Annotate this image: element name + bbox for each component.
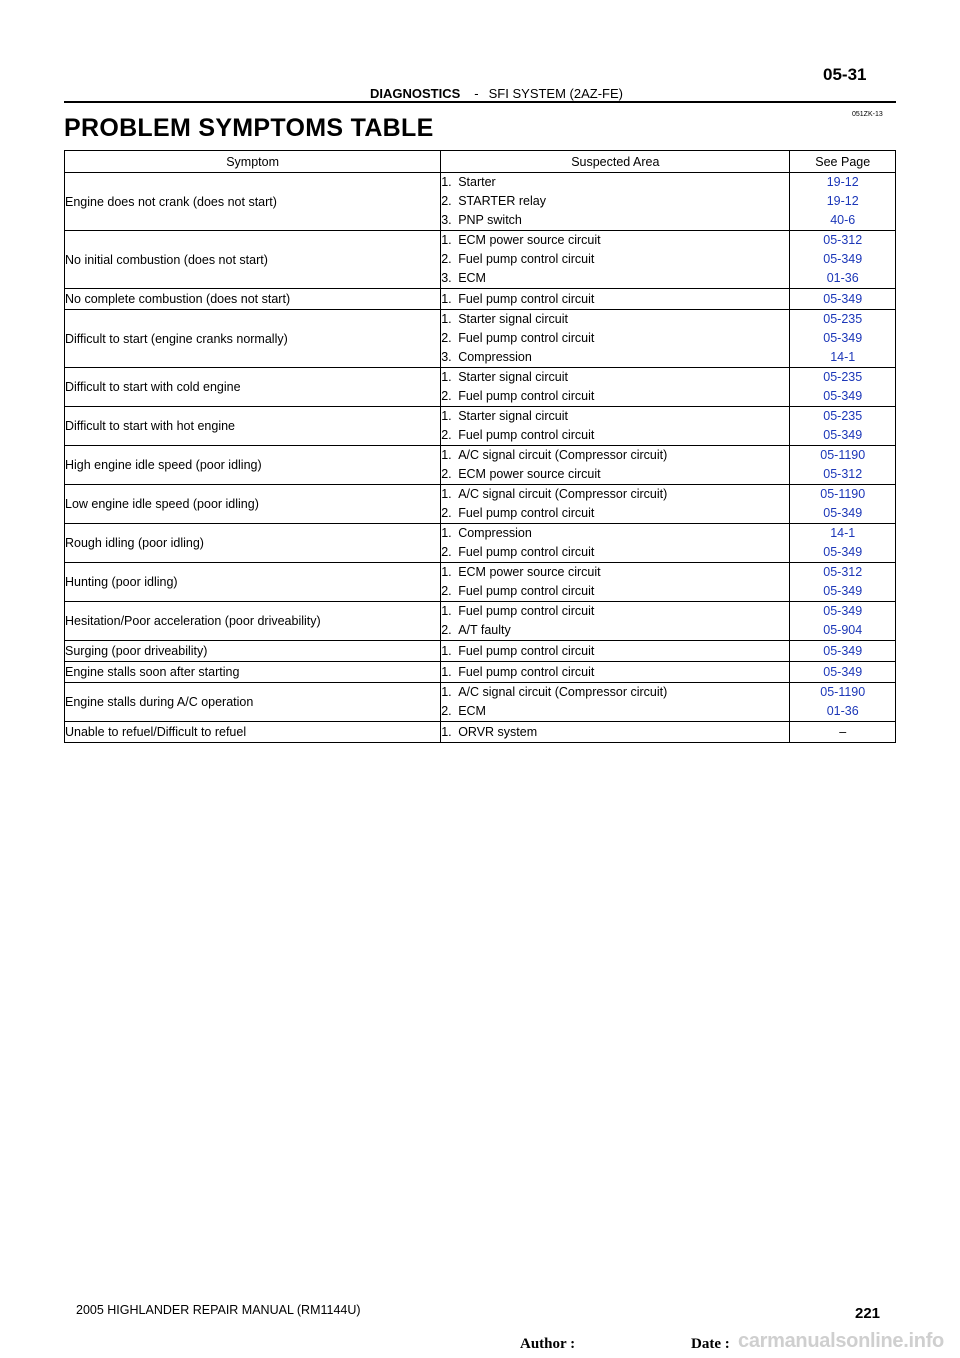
- table-row: [65, 602, 896, 641]
- suspected-area-text: Fuel pump control circuit: [458, 545, 595, 559]
- see-page-link[interactable]: 05-349: [823, 545, 863, 559]
- suspected-area-item: [441, 173, 789, 192]
- symptom-cell: Hunting (poor idling): [65, 563, 441, 602]
- suspected-area-text: Fuel pump control circuit: [458, 584, 595, 598]
- suspected-area-text: A/C signal circuit (Compressor circuit): [458, 685, 668, 699]
- symptom-cell: Difficult to start with cold engine: [65, 368, 441, 407]
- suspected-area-text: ORVR system: [458, 725, 538, 739]
- see-page-none: –: [839, 725, 847, 739]
- footer-date-label: Date :: [691, 1336, 730, 1352]
- table-row: [65, 231, 896, 289]
- suspected-area-text: Fuel pump control circuit: [458, 389, 595, 403]
- see-page-cell: [790, 310, 896, 368]
- see-page-cell: [790, 524, 896, 563]
- suspected-area-cell: [441, 602, 790, 641]
- item-number: 2.: [441, 545, 452, 559]
- suspected-area-item: [441, 621, 789, 640]
- suspected-area-item: [441, 683, 789, 702]
- item-number: 1.: [441, 644, 452, 658]
- see-page-link[interactable]: 01-36: [826, 271, 859, 285]
- header-separator: -: [474, 86, 479, 101]
- suspected-area-text: ECM: [458, 704, 486, 718]
- suspected-area-cell: [441, 662, 790, 683]
- suspected-area-item: [441, 641, 789, 661]
- see-page-link[interactable]: 05-349: [823, 428, 863, 442]
- see-page-link[interactable]: 40-6: [830, 213, 856, 227]
- symptom-cell: Engine stalls soon after starting: [65, 662, 441, 683]
- suspected-area-item: [441, 702, 789, 721]
- item-number: 1.: [441, 526, 452, 540]
- watermark: carmanualsonline.info: [738, 1330, 944, 1352]
- suspected-area-item: [441, 310, 789, 329]
- suspected-area-item: [441, 192, 789, 211]
- symptom-cell: No initial combustion (does not start): [65, 231, 441, 289]
- symptom-cell: No complete combustion (does not start): [65, 289, 441, 310]
- suspected-area-text: Fuel pump control circuit: [458, 604, 595, 618]
- see-page-cell: [790, 289, 896, 310]
- suspected-area-cell: [441, 485, 790, 524]
- suspected-area-text: Starter signal circuit: [458, 312, 568, 326]
- item-number: 3.: [441, 350, 452, 364]
- table-header-row: [65, 151, 896, 173]
- suspected-area-item: [441, 407, 789, 426]
- column-header-symptom: Symptom: [65, 151, 441, 173]
- see-page-link[interactable]: 05-904: [823, 623, 863, 637]
- suspected-area-text: Fuel pump control circuit: [458, 428, 595, 442]
- suspected-area-text: Fuel pump control circuit: [458, 506, 595, 520]
- item-number: 1.: [441, 370, 452, 384]
- suspected-area-item: [441, 563, 789, 582]
- suspected-area-text: A/C signal circuit (Compressor circuit): [458, 487, 668, 501]
- column-header-suspected-area: Suspected Area: [441, 151, 790, 173]
- suspected-area-item: [441, 289, 789, 309]
- item-number: 2.: [441, 194, 452, 208]
- suspected-area-text: PNP switch: [458, 213, 522, 227]
- table-row: [65, 662, 896, 683]
- table-row: [65, 368, 896, 407]
- suspected-area-text: Fuel pump control circuit: [458, 292, 595, 306]
- suspected-area-cell: [441, 289, 790, 310]
- suspected-area-cell: [441, 641, 790, 662]
- item-number: 1.: [441, 409, 452, 423]
- table-row: [65, 310, 896, 368]
- suspected-area-text: ECM power source circuit: [458, 565, 601, 579]
- item-number: 2.: [441, 428, 452, 442]
- table-row: [65, 289, 896, 310]
- see-page-cell: [790, 173, 896, 231]
- symptom-cell: Engine stalls during A/C operation: [65, 683, 441, 722]
- see-page-link[interactable]: 19-12: [826, 194, 859, 208]
- suspected-area-item: [441, 465, 789, 484]
- header-subsection-name: SFI SYSTEM (2AZ-FE): [488, 86, 623, 101]
- symptom-cell: Surging (poor driveability): [65, 641, 441, 662]
- suspected-area-text: Fuel pump control circuit: [458, 252, 595, 266]
- suspected-area-cell: [441, 563, 790, 602]
- see-page-link[interactable]: 05-349: [823, 506, 863, 520]
- see-page-link[interactable]: 05-349: [823, 389, 863, 403]
- footer-manual-title: 2005 HIGHLANDER REPAIR MANUAL (RM1144U): [76, 1303, 361, 1317]
- suspected-area-item: [441, 231, 789, 250]
- symptom-cell: Unable to refuel/Difficult to refuel: [65, 722, 441, 743]
- table-row: [65, 524, 896, 563]
- suspected-area-item: [441, 543, 789, 562]
- see-page-cell: [790, 368, 896, 407]
- item-number: 1.: [441, 487, 452, 501]
- header-section-name: DIAGNOSTICS: [370, 86, 461, 101]
- suspected-area-item: [441, 368, 789, 387]
- item-number: 2.: [441, 252, 452, 266]
- page-code: 05-31: [823, 65, 867, 84]
- suspected-area-text: Compression: [458, 526, 532, 540]
- see-page-cell: [790, 485, 896, 524]
- see-page-cell: [790, 446, 896, 485]
- see-page-link[interactable]: 05-349: [823, 604, 863, 618]
- suspected-area-item: [441, 504, 789, 523]
- see-page-cell: [790, 662, 896, 683]
- item-number: 2.: [441, 331, 452, 345]
- suspected-area-text: STARTER relay: [458, 194, 546, 208]
- suspected-area-item: [441, 485, 789, 504]
- see-page-link[interactable]: 05-235: [823, 409, 863, 423]
- symptom-cell: High engine idle speed (poor idling): [65, 446, 441, 485]
- footer-author-label: Author :: [520, 1336, 576, 1352]
- suspected-area-text: Fuel pump control circuit: [458, 665, 595, 679]
- table-row: [65, 485, 896, 524]
- symptom-cell: Low engine idle speed (poor idling): [65, 485, 441, 524]
- item-number: 1.: [441, 565, 452, 579]
- table-body: [65, 173, 896, 743]
- suspected-area-item: [441, 387, 789, 406]
- table-row: [65, 173, 896, 231]
- see-page-link[interactable]: 19-12: [826, 175, 859, 189]
- see-page-link[interactable]: 01-36: [826, 704, 859, 718]
- page-title: PROBLEM SYMPTOMS TABLE: [64, 114, 434, 142]
- table-row: [65, 563, 896, 602]
- suspected-area-text: Fuel pump control circuit: [458, 644, 595, 658]
- suspected-area-item: [441, 211, 789, 230]
- suspected-area-text: Starter signal circuit: [458, 370, 568, 384]
- header-rule: [64, 101, 896, 103]
- see-page-link[interactable]: 05-312: [823, 565, 863, 579]
- see-page-link[interactable]: 05-1190: [820, 448, 866, 462]
- suspected-area-text: Fuel pump control circuit: [458, 331, 595, 345]
- suspected-area-text: Compression: [458, 350, 532, 364]
- see-page-link[interactable]: 05-349: [823, 644, 863, 658]
- see-page-link[interactable]: 05-349: [823, 665, 863, 679]
- suspected-area-text: A/C signal circuit (Compressor circuit): [458, 448, 668, 462]
- item-number: 3.: [441, 271, 452, 285]
- see-page-link[interactable]: 05-349: [823, 252, 863, 266]
- item-number: 2.: [441, 584, 452, 598]
- suspected-area-text: ECM power source circuit: [458, 467, 601, 481]
- item-number: 1.: [441, 175, 452, 189]
- see-page-link[interactable]: 05-1190: [820, 685, 866, 699]
- suspected-area-cell: [441, 310, 790, 368]
- suspected-area-item: [441, 426, 789, 445]
- suspected-area-cell: [441, 173, 790, 231]
- suspected-area-item: [441, 348, 789, 367]
- see-page-link[interactable]: 05-235: [823, 370, 863, 384]
- item-number: 2.: [441, 704, 452, 718]
- see-page-link[interactable]: 05-1190: [820, 487, 866, 501]
- suspected-area-cell: [441, 446, 790, 485]
- item-number: 1.: [441, 233, 452, 247]
- symptom-cell: Hesitation/Poor acceleration (poor driveability): [65, 602, 441, 641]
- table-row: [65, 446, 896, 485]
- symptom-cell: Engine does not crank (does not start): [65, 173, 441, 231]
- see-page-link[interactable]: 05-235: [823, 312, 863, 326]
- item-number: 1.: [441, 312, 452, 326]
- footer-page-number: 221: [855, 1305, 881, 1322]
- item-number: 2.: [441, 623, 452, 637]
- table-row: [65, 683, 896, 722]
- suspected-area-item: [441, 329, 789, 348]
- table-row: [65, 722, 896, 743]
- suspected-area-item: [441, 446, 789, 465]
- item-number: 1.: [441, 448, 452, 462]
- see-page-link[interactable]: 05-349: [823, 584, 863, 598]
- symptom-cell: Difficult to start with hot engine: [65, 407, 441, 446]
- item-number: 1.: [441, 665, 452, 679]
- suspected-area-cell: [441, 524, 790, 563]
- item-number: 1.: [441, 685, 452, 699]
- symptom-cell: Difficult to start (engine cranks normally): [65, 310, 441, 368]
- see-page-cell: [790, 602, 896, 641]
- see-page-link[interactable]: 05-312: [823, 467, 863, 481]
- suspected-area-item: [441, 662, 789, 682]
- suspected-area-cell: [441, 722, 790, 743]
- running-header: [370, 86, 623, 101]
- item-number: 3.: [441, 213, 452, 227]
- suspected-area-text: ECM power source circuit: [458, 233, 601, 247]
- suspected-area-item: [441, 524, 789, 543]
- item-number: 2.: [441, 506, 452, 520]
- item-number: 1.: [441, 292, 452, 306]
- item-number: 1.: [441, 604, 452, 618]
- see-page-link[interactable]: 05-312: [823, 233, 863, 247]
- see-page-link[interactable]: 05-349: [823, 331, 863, 345]
- suspected-area-text: A/T faulty: [458, 623, 511, 637]
- suspected-area-cell: [441, 231, 790, 289]
- item-number: 2.: [441, 467, 452, 481]
- suspected-area-text: Starter signal circuit: [458, 409, 568, 423]
- table-row: [65, 407, 896, 446]
- suspected-area-cell: [441, 407, 790, 446]
- suspected-area-item: [441, 602, 789, 621]
- see-page-link[interactable]: 14-1: [830, 526, 856, 540]
- suspected-area-cell: [441, 368, 790, 407]
- see-page-link[interactable]: 14-1: [830, 350, 856, 364]
- see-page-cell: [790, 231, 896, 289]
- symptom-cell: Rough idling (poor idling): [65, 524, 441, 563]
- document-id: 051ZK-13: [852, 111, 883, 118]
- see-page-cell: [790, 722, 896, 743]
- see-page-link[interactable]: 05-349: [823, 292, 863, 306]
- item-number: 2.: [441, 389, 452, 403]
- see-page-cell: [790, 683, 896, 722]
- column-header-see-page: See Page: [790, 151, 896, 173]
- see-page-cell: [790, 563, 896, 602]
- suspected-area-item: [441, 722, 789, 742]
- see-page-cell: [790, 641, 896, 662]
- suspected-area-item: [441, 582, 789, 601]
- see-page-cell: [790, 407, 896, 446]
- suspected-area-cell: [441, 683, 790, 722]
- suspected-area-item: [441, 269, 789, 288]
- item-number: 1.: [441, 725, 452, 739]
- table-row: [65, 641, 896, 662]
- problem-symptoms-table: [64, 150, 896, 743]
- suspected-area-item: [441, 250, 789, 269]
- suspected-area-text: ECM: [458, 271, 486, 285]
- suspected-area-text: Starter: [458, 175, 496, 189]
